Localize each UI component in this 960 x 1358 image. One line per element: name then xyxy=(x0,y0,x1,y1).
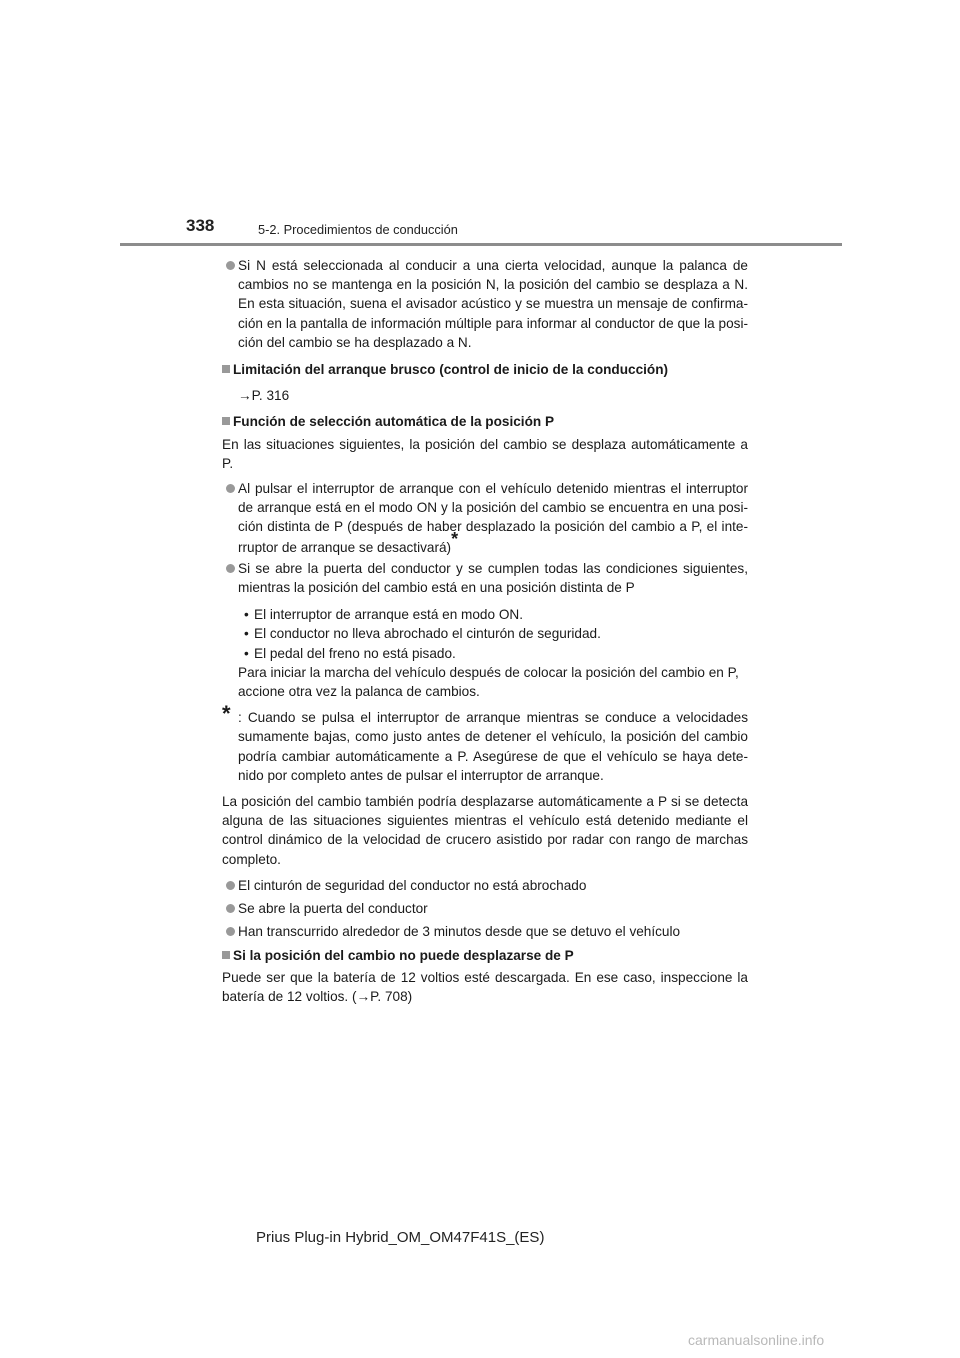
section-heading: Limitación del arranque brusco (control de inicio de la conducción) xyxy=(222,360,748,379)
header-divider xyxy=(120,243,842,246)
dot-bullet-icon: • xyxy=(244,626,249,642)
circle-bullet-icon xyxy=(226,261,235,270)
section-heading: Si la posición del cambio no puede desplazarse de P xyxy=(222,946,748,965)
body-paragraph: Para iniciar la marcha del vehículo después de colocar la posición del cambio en P, accione otra vez la palanca de cambios. xyxy=(238,664,739,700)
circle-bullet-icon xyxy=(226,484,235,493)
circle-bullet-icon xyxy=(226,927,235,936)
section-heading: Función de selección automática de la posición P xyxy=(222,412,748,431)
page-number: 338 xyxy=(186,216,215,235)
page-header xyxy=(0,0,960,250)
square-bullet-icon xyxy=(222,417,230,425)
cross-reference: →P. 316 xyxy=(238,388,290,404)
document-id: Prius Plug-in Hybrid_OM_OM47F41S_(ES) xyxy=(256,1229,545,1246)
body-paragraph: Puede ser que la batería de 12 voltios esté descargada. En ese caso, inspeccione la batería de 12 voltios. (→P. 708) xyxy=(222,969,748,1004)
section-title: 5-2. Procedimientos de conducción xyxy=(258,222,458,237)
square-bullet-icon xyxy=(222,951,230,959)
bullet-list xyxy=(222,605,748,663)
dot-bullet-icon: • xyxy=(244,645,249,661)
list-item: • El pedal del freno no está pisado. xyxy=(222,644,748,663)
circle-paragraph: Han transcurrido alrededor de 3 minutos desde que se detuvo el vehículo xyxy=(222,922,748,941)
circle-bullet-icon xyxy=(226,881,235,890)
list-item: • El interruptor de arranque está en modo ON. xyxy=(222,605,748,624)
circle-paragraph: Si N está seleccionada al conducir a una cierta velocidad, aunque la palanca de cambios no se mantenga en la posición N, la posición del cambio se desplaza a N. En esta situación, suena el avisador acústico y se muestra un mensaje de confirma-ción en la pantalla de información múltiple para informar al conductor de que la posi-ción del cambio se ha desplazado a N. xyxy=(222,256,748,352)
circle-paragraph: Si se abre la puerta del conductor y se cumplen todas las condiciones siguientes, mientras la posición del cambio está en una posición distinta de P xyxy=(222,559,748,597)
circle-paragraph: Se abre la puerta del conductor xyxy=(222,899,748,918)
circle-paragraph: Al pulsar el interruptor de arranque con el vehículo detenido mientras el interruptor de arranque está en el modo ON y la posición del cambio se encuentra en una posi-ción distinta de P (después de haber desplazado la posición del cambio a P, el inte-rruptor de arranque se desactivará)* xyxy=(222,479,748,557)
footnote: * : Cuando se pulsa el interruptor de arranque mientras se conduce a velocidades sumamente bajas, como justo antes de detener el vehículo, la posición del cambio podría cambiar automáticamente a P. Asegúrese de que el vehículo se haya dete-nido por completo antes de pulsar el interruptor de arranque. xyxy=(222,701,748,783)
watermark: carmanualsonline.info xyxy=(688,1332,825,1348)
list-item: • El conductor no lleva abrochado el cinturón de seguridad. xyxy=(222,624,748,643)
dot-bullet-icon: • xyxy=(244,607,249,623)
page-content xyxy=(222,256,748,1006)
body-paragraph: En las situaciones siguientes, la posición del cambio se desplaza automáticamente a P. xyxy=(222,436,748,471)
circle-bullet-icon xyxy=(226,904,235,913)
footnote-marker: * xyxy=(451,528,459,549)
circle-paragraph: El cinturón de seguridad del conductor no está abrochado xyxy=(222,876,748,895)
square-bullet-icon xyxy=(222,365,230,373)
body-paragraph: La posición del cambio también podría desplazarse automáticamente a P si se detecta alguna de las situaciones siguientes mientras el vehículo está detenido mediante el control dinámico de la velocidad de crucero asistido por radar con rango de marchas completo. xyxy=(222,794,748,867)
circle-bullet-icon xyxy=(226,564,235,573)
footnote-marker: * xyxy=(222,701,231,727)
